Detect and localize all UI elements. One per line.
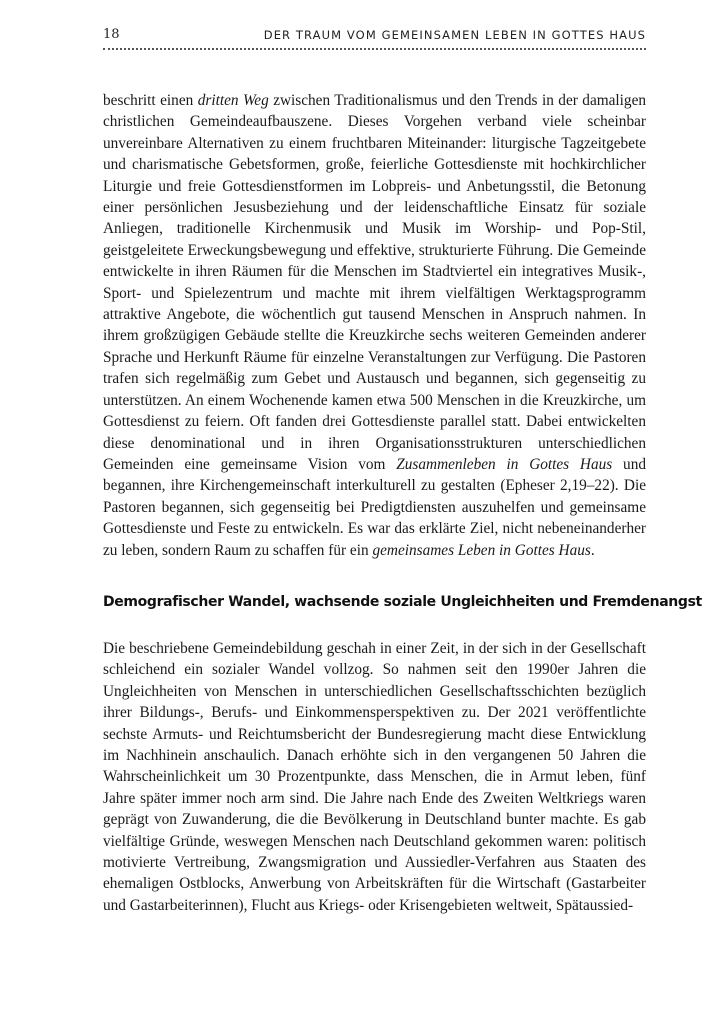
text-run: zwischen Traditionalismus und den Trends in der damaligen christlichen Gemeindeaufbauszene. Dieses Vorgehen verband viele scheinbar unvereinbare Alternativen zu einem fruchtbaren Miteinander: liturgische Tagzeitgebete und charismatische Gebetsformen, große, feierliche Gottesdienste mit hochkirchlicher Liturgie und freie Gottesdienstformen im Lobpreis- und Anbetungsstil, die Betonung einer persönlichen Jesusbeziehung und der leidenschaftliche Einsatz für soziale Anliegen, traditionelle Kirchenmusik und Musik im Worship- und Pop-Stil, geistgeleitete Erweckungsbewegung und effektive, strukturierte Führung. Die Gemeinde entwickelte in ihren Räumen für die Menschen im Stadtviertel ein integratives Musik-, Sport- und Spielezentrum und machte mit ihrem vielfältigen Werktagsprogramm attraktive Angebote, die wöchentlich gut tausend Menschen in Anspruch nahmen. In ihrem großzügigen Gebäude stellte die Kreuzkirche sechs weiteren Gemeinden anderer Sprache und Herkunft Räume für einzelne Veranstaltungen zur Verfügung. Die Pastoren trafen sich regelmäßig zum Gebet und Austausch und begannen, sich gegenseitig zu unterstützen. An einem Wochenende kamen etwa 500 Menschen in die Kreuzkirche, um Gottesdienst zu feiern. Oft fanden drei Gottesdienste parallel statt. Dabei entwickelten diese denominational und in ihren Organisationsstrukturen unterschiedlichen Gemeinden eine gemeinsame Vision vom	[103, 92, 647, 473]
running-head	[103, 27, 646, 45]
paragraph-demografie: Die beschriebene Gemeindebildung geschah in einer Zeit, in der sich in der Gesellschaft schleichend ein sozialer Wandel vollzog. So nahmen seit den 1990er Jahren die Ungleichheiten von Menschen in unterschiedlichen Gesellschaftsschichten bezüglich ihrer Bildungs-, Berufs- und Einkommensperspektiven zu. Der 2021 veröffentlichte sechste Armuts- und Reichtumsbericht der Bundesregierung macht diese Entwicklung im Nachhinein anschaulich. Danach erhöhte sich in den vergangenen 50 Jahren die Wahrscheinlichkeit um 30 Prozentpunkte, dass Menschen, die in Armut leben, fünf Jahre später immer noch arm sind. Die Jahre nach Ende des Zweiten Weltkriegs waren geprägt von Zuwanderung, die die Bevölkerung in Deutschland bunter machte. Es gab vielfältige Gründe, weswegen Menschen nach Deutschland gekommen waren: politisch motivierte Vertreibung, Zwangsmigration und Aussiedler-Verfahren aus Staaten des ehemaligen Ostblocks, Anwerbung von Arbeitskräften für die Wirtschaft (Gastarbeiter und Gastarbeiterinnen), Flucht aus Kriegs- oder Krisengebieten weltweit, Spätaussied-	[103, 640, 646, 914]
text-run: beschritt einen	[103, 92, 198, 109]
emphasis-gemeinsames-leben: gemeinsames Leben in Gottes Haus	[372, 541, 591, 559]
emphasis-zusammenleben: Zusammenleben in Gottes Haus	[396, 455, 613, 473]
section-heading: Demografischer Wandel, wachsende soziale Ungleichheiten und Fremdenangst	[103, 594, 702, 610]
page-number: 18	[103, 27, 120, 42]
emphasis-dritter-weg: dritten Weg	[197, 92, 269, 109]
header-dotted-rule	[103, 48, 646, 50]
text-run: .	[590, 541, 595, 559]
paragraph-intro	[103, 90, 646, 561]
text-run: und begannen, ihre Kirchengemeinschaft interkulturell zu gestalten (Epheser 2,19–22). Die Pastoren begannen, sich gegenseitig bei Predigtdiensten auszuhelfen und gemeinsame Gottesdienste und Feste zu entwickeln. Es war das erklärte Ziel, nicht nebeneinanderher zu leben, sondern Raum zu schaffen für ein	[103, 455, 646, 559]
book-page	[103, 0, 702, 1020]
running-title: DER TRAUM VOM GEMEINSAMEN LEBEN IN GOTTES HAUS	[263, 28, 646, 42]
